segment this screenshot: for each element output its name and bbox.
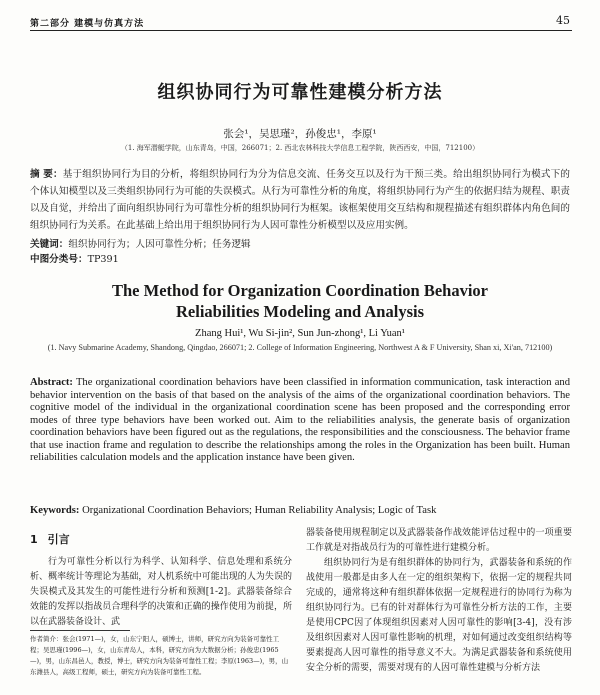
english-title-line1: The Method for Organization Coordination Behavior: [112, 281, 488, 300]
english-title-line2: Reliabilities Modeling and Analysis: [176, 302, 424, 321]
body-paragraph: 组织协同行为是有组织群体的协同行为，武器装备和系统的作战使用一般都是由多人在一定的组织架构下，依据一定的规程共同完成的，通常将这种有组织群体依据一定规程进行的协同行为称为组织协同行为。已有的针对群体行为可靠性分析方法的工作，主要是使用CPC因了体现组织因素对人因可靠性的影响[3-4]，没有涉及组织因素对人因可靠性影响的机理，对如何通过改变组织结构等要素提高人因可靠性的指导意义不大。为满足武器装备和系统使用安全分析的需要，需要对现有的人因可靠性建模与分析方法: [306, 558, 572, 673]
english-abstract-text: The organizational coordination behaviors have been classified in information communication, task interaction and behavior intervention on the basis of that based on the analysis of the aims of the organizational coordination behaviors. The cognitive model of the individual in the organizational coordination scene has been proposed and the corresponding error modes of three type behaviors have been worked out. Aim to the reliabilities analysis, the generate basis of organization coordination behaviors have been figured out as the regulations, the responsibilities and the consciousness. The behavior frame that use inaction frame and regulation to describe the relationships among the roles in the Organization has been built. Human reliabilities calculation models and the application instance have been given.: [30, 377, 570, 463]
english-affiliation: (1. Navy Submarine Academy, Shandong, Qingdao, 266071; 2. College of Information Engineering, Northwest A & F University, Shan xi, Xi'an, 712100): [47, 343, 553, 352]
chinese-title: 组织协同行为可靠性建模分析方法: [157, 82, 443, 103]
english-authors: Zhang Hui¹, Wu Si-jin², Sun Jun-zhong¹, Li Yuan¹: [195, 328, 405, 339]
english-keywords: [30, 505, 570, 516]
body-paragraph: 行为可靠性分析以行为科学、认知科学、信息处理和系统分析、概率统计等理论为基础，对人机系统中可能出现的人为失误的失误模式及其发生的可能性进行分析和预测[1-2]。武器装备综合效能的发挥以指战员合理科学的决策和正确的操作使用为前提，所以在武器装备设计、武: [30, 557, 292, 627]
chinese-abstract-label: 摘 要：: [30, 169, 63, 180]
footnote-divider: [30, 630, 130, 631]
classification-value: TP391: [87, 254, 119, 265]
english-title: [0, 280, 600, 322]
chinese-authors: 张会¹，吴思瑾²，孙俊忠¹，李原¹: [223, 128, 377, 140]
running-header: [30, 14, 572, 31]
section-title: 引言: [47, 533, 70, 546]
chinese-keywords: [30, 236, 570, 250]
classification-number: [30, 251, 570, 265]
author-footnote: 作者简介：张会(1971—)，女，山东宁阳人，硕博士，讲师，研究方向为装备可靠性工程；吴思瑾(1996—)，女，山东青岛人，本科，研究方向为大数据分析；孙俊忠(1965—)，男，山东昌邑人，教授，博士，研究方向为装备可靠性工程；李原(1963—)，男，山东潍县人，高级工程师，硕士，研究方向为装备可靠性工程。: [30, 635, 289, 676]
chinese-keywords-text: 组织协同行为；人因可靠性分析；任务逻辑: [68, 239, 251, 250]
chinese-keywords-label: 关键词：: [30, 239, 69, 250]
english-keywords-text: Organizational Coordination Behaviors; Human Reliability Analysis; Logic of Task: [82, 505, 437, 516]
body-left-column: [30, 526, 292, 630]
chinese-abstract: [30, 166, 570, 234]
english-keywords-label: Keywords:: [30, 505, 80, 516]
body-right-column: [306, 526, 572, 676]
classification-label: 中图分类号：: [30, 254, 88, 265]
chinese-abstract-text: 基于组织协同行为目的分析，将组织协同行为分为信息交流、任务交互以及行为干预三类。给出组织协同行为模式下的个体认知模型以及三类组织协同行为可能的失误模式。从行为可靠性分析的角度，将组织协同行为产生的依据归结为规程、职责以及自觉，并给出了面向组织协同行为可靠性分析的组织协同行为框架。该框架使用交互结构和规程描述有组织群体内角色间的组织协同行为关系。在此基础上给出用于组织协同行为人因可靠性分析模型以及应用实例。: [30, 169, 571, 231]
header-section: 第二部分 建模与仿真方法: [30, 19, 145, 29]
section-number: 1: [30, 533, 38, 546]
section-heading: [30, 532, 292, 547]
body-paragraph-continued: 器装备使用规程制定以及武器装备作战效能评估过程中的一项重要工作就是对指战员行为的可靠性进行建模分析。: [306, 528, 572, 553]
page-number: 45: [556, 14, 570, 27]
english-abstract: [30, 377, 570, 465]
english-abstract-label: Abstract:: [30, 377, 73, 388]
chinese-affiliation: （1. 海军潜艇学院，山东青岛，中国，266071；2. 西北农林科技大学信息工程学院，陕西西安，中国，712100）: [120, 144, 480, 152]
